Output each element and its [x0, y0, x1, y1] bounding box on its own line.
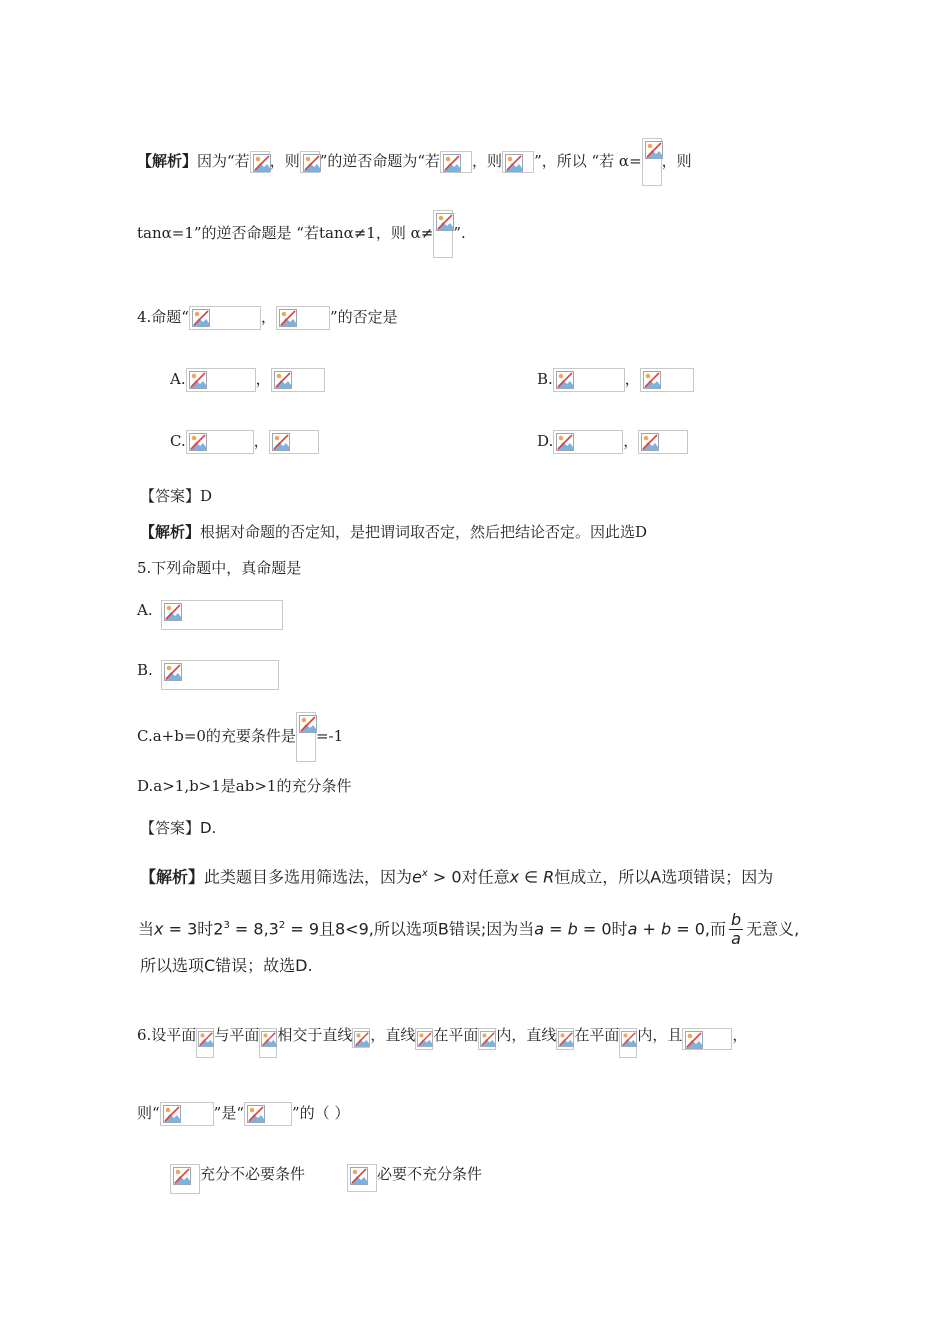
formula-image — [352, 1028, 370, 1048]
broken-image-icon — [645, 141, 663, 159]
formula-image — [553, 430, 623, 454]
broken-image-icon — [164, 663, 182, 681]
broken-image-icon — [556, 433, 574, 451]
formula-image — [186, 430, 254, 454]
q6-stem-line2: 则“ ”是“ ”的（ ） — [137, 1102, 349, 1126]
q4-option-c: C. ， — [170, 430, 319, 454]
formula-image — [553, 368, 625, 392]
q5-analysis-line2: 当x = 3时$2^3 = 8,3^2 = 9$且8<9,所以选项B错误;因为当a = b = 0时a + b = 0,而 $\frac{b}{a}$ 无意义, — [138, 910, 800, 949]
formula-image — [161, 600, 283, 630]
q5-analysis-line3: 所以选项C错误；故选D. — [140, 956, 313, 975]
broken-image-icon — [192, 309, 210, 327]
broken-image-icon — [443, 154, 461, 172]
formula-image — [276, 306, 330, 330]
broken-image-icon — [189, 433, 207, 451]
formula-image — [250, 151, 270, 173]
fraction-b-over-a: $\frac{b}{a}$ — [730, 910, 742, 949]
formula-image — [640, 368, 694, 392]
formula-image — [415, 1028, 433, 1050]
broken-image-icon — [436, 213, 454, 231]
broken-image-icon — [261, 1031, 277, 1047]
formula-image — [170, 1164, 200, 1194]
formula-image — [244, 1102, 292, 1126]
formula-image — [160, 1102, 214, 1126]
broken-image-icon — [164, 603, 182, 621]
formula-image — [347, 1164, 377, 1192]
broken-image-icon — [417, 1031, 433, 1047]
formula-image — [186, 368, 256, 392]
formula-image — [638, 430, 688, 454]
q6-option-a: 充分不必要条件 — [200, 1165, 306, 1183]
broken-image-icon — [253, 154, 271, 172]
broken-image-icon — [505, 154, 523, 172]
q5-option-b: B. — [137, 660, 279, 690]
broken-image-icon — [299, 715, 317, 733]
q3-analysis-line2: tanα=1”的逆否命题是 “若tanα≠1，则 α≠ ”. — [137, 210, 466, 258]
formula-image — [440, 151, 472, 173]
formula-image — [189, 306, 261, 330]
formula-image — [478, 1028, 496, 1050]
formula-image — [296, 712, 316, 762]
q5-option-a: A. — [137, 600, 283, 630]
formula-image — [269, 430, 319, 454]
q3-analysis-line1: 【解析】因为“若 ，则 ”的逆否命题为“若 ，则 ”，所以 “若 α= ，则 — [137, 138, 692, 186]
formula-image — [300, 151, 320, 173]
q5-option-c: C.a+b=0的充要条件是 =-1 — [137, 712, 343, 762]
formula-image — [161, 660, 279, 690]
formula-image — [502, 151, 534, 173]
broken-image-icon — [274, 371, 292, 389]
formula-image — [619, 1028, 637, 1058]
broken-image-icon — [350, 1167, 368, 1185]
analysis-tag: 【解析】 — [140, 867, 205, 887]
broken-image-icon — [641, 433, 659, 451]
q5-option-d: D.a>1,b>1是ab>1的充分条件 — [137, 777, 352, 795]
formula-image — [259, 1028, 277, 1058]
broken-image-icon — [279, 309, 297, 327]
q4-stem: 4.命题“ ， ”的否定是 — [137, 306, 398, 330]
broken-image-icon — [558, 1031, 574, 1047]
q6-option-b: 必要不充分条件 — [377, 1165, 483, 1183]
q5-answer: 【答案】D. — [140, 819, 217, 837]
broken-image-icon — [189, 371, 207, 389]
formula-image — [271, 368, 325, 392]
q4-option-a: A. ， — [170, 368, 325, 392]
q4-answer: 【答案】D — [140, 487, 213, 505]
broken-image-icon — [303, 154, 321, 172]
formula-image — [682, 1028, 732, 1050]
q4-option-b: B. ， — [537, 368, 694, 392]
formula-image — [433, 210, 453, 258]
q5-stem: 5.下列命题中，真命题是 — [137, 559, 302, 577]
broken-image-icon — [163, 1105, 181, 1123]
q6-stem-line1: 6.设平面 与平面 相交于直线 ，直线 在平面 内，直线 在平面 内，且 ， — [137, 1020, 747, 1058]
formula-image — [196, 1028, 214, 1058]
broken-image-icon — [685, 1031, 703, 1049]
formula-image — [556, 1028, 574, 1050]
broken-image-icon — [354, 1031, 370, 1047]
broken-image-icon — [480, 1031, 496, 1047]
broken-image-icon — [247, 1105, 265, 1123]
broken-image-icon — [198, 1031, 214, 1047]
q4-option-d: D. ， — [537, 430, 688, 454]
q4-analysis: 【解析】根据对命题的否定知，是把谓词取否定，然后把结论否定。因此选D — [140, 523, 648, 541]
analysis-tag: 【解析】 — [140, 523, 201, 541]
broken-image-icon — [272, 433, 290, 451]
broken-image-icon — [556, 371, 574, 389]
q5-analysis-line1: 【解析】此类题目多选用筛选法，因为$e^x > 0$对任意x ∈ R恒成立，所以A选项错误；因为 — [140, 867, 774, 887]
broken-image-icon — [643, 371, 661, 389]
broken-image-icon — [173, 1167, 191, 1185]
broken-image-icon — [621, 1031, 637, 1047]
q6-options — [170, 1164, 482, 1194]
analysis-tag: 【解析】 — [137, 152, 198, 170]
formula-image — [642, 138, 662, 186]
